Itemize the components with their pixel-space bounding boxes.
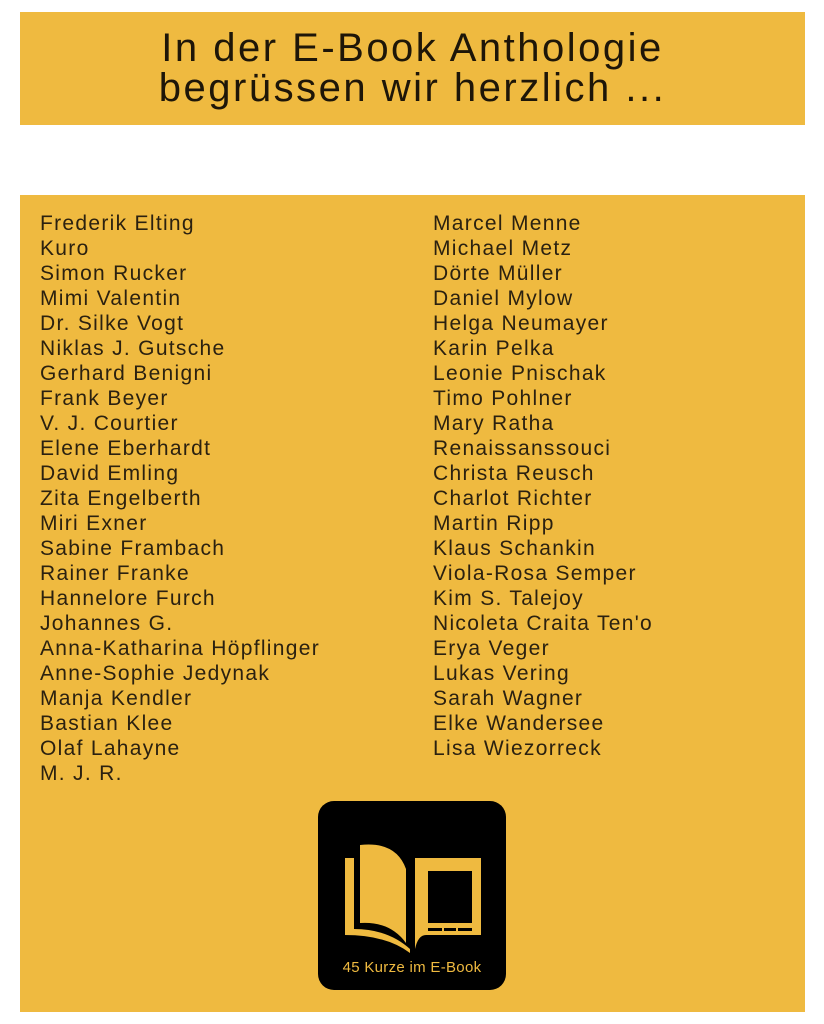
author-name: Anne-Sophie Jedynak: [40, 662, 271, 685]
author-name: Sabine Frambach: [40, 537, 226, 560]
title-banner: [20, 12, 805, 125]
author-name: Sarah Wagner: [433, 687, 584, 710]
author-name: Nicoleta Craita Ten'o: [433, 612, 654, 635]
author-name: Elene Eberhardt: [40, 437, 212, 460]
author-name: Kim S. Talejoy: [433, 587, 584, 610]
author-name: M. J. R.: [40, 762, 123, 785]
author-name: Karin Pelka: [433, 337, 555, 360]
author-name: Johannes G.: [40, 612, 174, 635]
author-name: Anna-Katharina Höpflinger: [40, 637, 320, 660]
author-name: Renaissanssouci: [433, 437, 612, 460]
author-name: Charlot Richter: [433, 487, 593, 510]
author-name: Frank Beyer: [40, 387, 169, 410]
author-name: Helga Neumayer: [433, 312, 609, 335]
author-name: Gerhard Benigni: [40, 362, 213, 385]
author-list-panel: [20, 195, 805, 1012]
title-line-1: In der E-Book Anthologie: [161, 26, 664, 70]
author-name: Martin Ripp: [433, 512, 555, 535]
author-name: Dr. Silke Vogt: [40, 312, 185, 335]
author-name: Dörte Müller: [433, 262, 563, 285]
author-name: Niklas J. Gutsche: [40, 337, 226, 360]
author-name: Mary Ratha: [433, 412, 555, 435]
author-name: Kuro: [40, 237, 90, 260]
author-name: Olaf Lahayne: [40, 737, 181, 760]
author-name: Frederik Elting: [40, 212, 195, 235]
author-name: Zita Engelberth: [40, 487, 202, 510]
author-name: Viola-Rosa Semper: [433, 562, 637, 585]
author-column-left: [40, 211, 320, 786]
author-name: Simon Rucker: [40, 262, 188, 285]
author-name: Klaus Schankin: [433, 537, 596, 560]
author-name: Lukas Vering: [433, 662, 571, 685]
author-name: V. J. Courtier: [40, 412, 179, 435]
author-name: Michael Metz: [433, 237, 573, 260]
author-name: Timo Pohlner: [433, 387, 573, 410]
author-name: Hannelore Furch: [40, 587, 216, 610]
logo-caption: 45 Kurze im E-Book: [342, 959, 482, 976]
author-name: Mimi Valentin: [40, 287, 182, 310]
title-line-2: begrüssen wir herzlich ...: [158, 66, 667, 110]
author-name: Marcel Menne: [433, 212, 582, 235]
author-name: Lisa Wiezorreck: [433, 737, 602, 760]
author-name: Erya Veger: [433, 637, 550, 660]
author-name: Miri Exner: [40, 512, 148, 535]
author-name: Christa Reusch: [433, 462, 595, 485]
author-name: Rainer Franke: [40, 562, 190, 585]
anthology-logo: [318, 801, 506, 990]
author-name: Leonie Pnischak: [433, 362, 607, 385]
author-column-right: [433, 211, 653, 761]
author-name: Bastian Klee: [40, 712, 174, 735]
author-name: David Emling: [40, 462, 180, 485]
author-name: Elke Wandersee: [433, 712, 605, 735]
author-name: Manja Kendler: [40, 687, 193, 710]
author-name: Daniel Mylow: [433, 287, 574, 310]
